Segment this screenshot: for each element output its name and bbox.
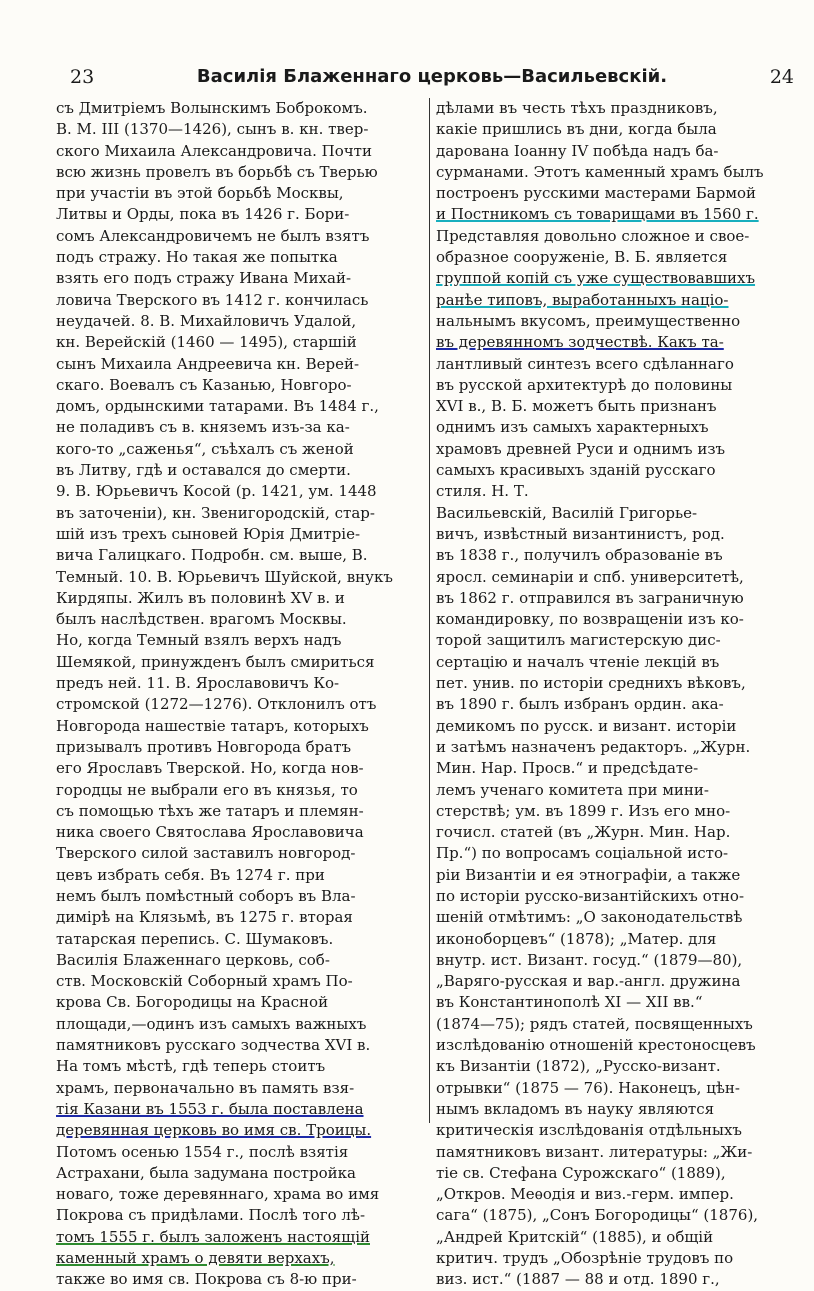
text-line: не поладивъ съ в. княземъ изъ-за ка- (56, 418, 350, 437)
text-line: Покрова съ придѣлами. Послѣ того лѣ- (56, 1206, 366, 1225)
text-line: внутр. ист. Визант. госуд.“ (1879—80), (436, 950, 743, 969)
text-line: домъ, ордынскими татарами. Въ 1484 г., (56, 397, 379, 416)
text-line: взять его подъ стражу Ивана Михай- (56, 269, 352, 288)
text-line: въ 1862 г. отправился въ заграничную (436, 588, 744, 607)
text-line: подъ стражу. Но такая же попытка (56, 248, 338, 267)
text-line: Тверского силой заставилъ новгород- (56, 844, 356, 863)
text-line: 9. В. Юрьевичъ Косой (р. 1421, ум. 1448 (56, 482, 377, 501)
text-line: Шемякой, принужденъ былъ смириться (56, 652, 375, 671)
text-line: нальнымъ вкусомъ, преимущественно (436, 311, 741, 330)
text-line: пет. унив. по исторіи среднихъ вѣковъ, (436, 674, 746, 693)
text-line: площади,—одинъ изъ самыхъ важныхъ (56, 1014, 367, 1033)
text-line: нымъ вкладомъ въ науку являются (436, 1099, 715, 1118)
text-line: цевъ избрать себя. Въ 1274 г. при (56, 865, 325, 884)
text-line: храмъ, первоначально въ память взя- (56, 1078, 355, 1097)
text-line: демикомъ по русск. и визант. исторіи (436, 716, 737, 735)
text-line: въ 1890 г. былъ избранъ ордин. ака- (436, 695, 724, 714)
text-line: призывалъ противъ Новгорода братъ (56, 737, 352, 756)
text-line: однимъ изъ самыхъ характерныхъ (436, 418, 709, 437)
text-line: стиля. Н. Т. (436, 482, 529, 501)
text-line: сага“ (1875), „Сонъ Богородицы“ (1876), (436, 1206, 759, 1225)
text-line: въ Литву, гдѣ и оставался до смерти. (56, 461, 351, 480)
text-line: татарская перепись. С. Шумаковъ. (56, 929, 334, 948)
text-line: къ Византіи (1872), „Русско-визант. (436, 1057, 721, 1076)
text-line: Мин. Нар. Просв.“ и предсѣдате- (436, 759, 699, 778)
text-line: при участіи въ этой борьбѣ Москвы, (56, 184, 344, 203)
text-line: „Андрей Критскій“ (1885), и общій (436, 1227, 714, 1246)
text-line: Темный. 10. В. Юрьевичъ Шуйской, внукъ (56, 567, 393, 586)
text-line: ранѣе типовъ, выработанныхъ націо- (436, 290, 729, 309)
text-line: городцы не выбрали его въ князья, то (56, 780, 358, 799)
text-line: и затѣмъ назначенъ редакторъ. „Журн. (436, 737, 751, 756)
text-line: сомъ Александровичемъ не былъ взятъ (56, 226, 370, 245)
text-line: Потомъ осенью 1554 г., послѣ взятія (56, 1142, 349, 1161)
text-line: ловича Тверского въ 1412 г. кончилась (56, 290, 369, 309)
text-line: отрывки“ (1875 — 76). Наконецъ, цѣн- (436, 1078, 740, 1097)
text-line: и Постникомъ съ товарищами въ 1560 г. (436, 205, 759, 224)
text-line: немъ былъ помѣстный соборъ въ Вла- (56, 886, 356, 905)
text-line: деревянная церковь во имя св. Троицы. (56, 1121, 372, 1140)
text-line: съ Дмитріемъ Волынскимъ Боброкомъ. (56, 99, 368, 117)
text-line: въ заточеніи), кн. Звенигородскій, стар- (56, 503, 375, 522)
text-line: въ 1838 г., получилъ образованіе въ (436, 546, 723, 565)
text-line: предъ ней. 11. В. Ярославовичъ Ко- (56, 674, 340, 693)
text-line: скаго. Воевалъ съ Казанью, Новгоро- (56, 375, 352, 394)
text-line: крова Св. Богородицы на Красной (56, 993, 329, 1012)
text-line: кн. Верейскій (1460 — 1495), старшій (56, 333, 357, 352)
text-line: былъ наслѣдствен. врагомъ Москвы. (56, 610, 347, 629)
text-line: Астрахани, была задумана постройка (56, 1163, 356, 1182)
text-line: Василія Блаженнаго церковь, соб- (56, 950, 330, 969)
text-line: стерствѣ; ум. въ 1899 г. Изъ его мно- (436, 801, 731, 820)
text-line: Представляя довольно сложное и свое- (436, 226, 750, 245)
right-page-number: 24 (769, 66, 794, 88)
text-line: вича Галицкаго. Подробн. см. выше, В. (56, 546, 368, 565)
text-line: сынъ Михаила Андреевича кн. Верей- (56, 354, 360, 373)
text-line: XVI в., В. Б. можетъ быть признанъ (436, 397, 717, 416)
text-line: тія Казани въ 1553 г. была поставлена (56, 1099, 364, 1118)
text-line: иконоборцевъ“ (1878); „Матер. для (436, 929, 717, 948)
text-line: неудачей. 8. В. Михайловичъ Удалой, (56, 311, 357, 330)
text-line: въ Константинополѣ XI — XII вв.“ (436, 993, 703, 1012)
text-line: изслѣдованію отношеній крестоносцевъ (436, 1036, 756, 1055)
text-line: „Варяго-русская и вар.-англ. дружина (436, 972, 741, 991)
text-line: также во имя св. Покрова съ 8-ю при- (56, 1270, 357, 1289)
text-line: Кирдяпы. Жилъ въ половинѣ XV в. и (56, 588, 345, 607)
left-text-column (56, 98, 420, 1291)
text-line: яросл. семинаріи и спб. университетѣ, (436, 567, 744, 586)
text-line: ріи Византіи и ея этнографіи, а также (436, 865, 741, 884)
running-title: Василія Блаженнаго церковь—Васильевскій. (196, 66, 668, 87)
text-line: командировку, по возвращеніи изъ ко- (436, 610, 744, 629)
text-line: новаго, тоже деревяннаго, храма во имя (56, 1185, 380, 1204)
text-line: В. М. III (1370—1426), сынъ в. кн. твер- (56, 120, 369, 139)
text-line: ского Михаила Александровича. Почти (56, 141, 372, 160)
text-line: Новгорода нашествіе татаръ, которыхъ (56, 716, 369, 735)
text-line: лантливый синтезъ всего сдѣланнаго (436, 354, 734, 373)
text-line: сертацію и началъ чтеніе лекцій въ (436, 652, 720, 671)
column-divider (429, 98, 430, 1123)
text-line: ств. Московскій Соборный храмъ По- (56, 972, 353, 991)
right-text-column (436, 98, 800, 1291)
text-line: тіе св. Стефана Сурожскаго“ (1889), (436, 1163, 726, 1182)
text-line: въ русской архитектурѣ до половины (436, 375, 733, 394)
text-line: его Ярославъ Тверской. Но, когда нов- (56, 759, 364, 778)
text-line: храмовъ древней Руси и однимъ изъ (436, 439, 726, 458)
text-line: гочисл. статей (въ „Журн. Мин. Нар. (436, 823, 731, 842)
text-line: лемъ ученаго комитета при мини- (436, 780, 709, 799)
running-header (70, 66, 794, 94)
text-line: каменный храмъ о девяти верхахъ, (56, 1249, 335, 1268)
text-line: всю жизнь провелъ въ борьбѣ съ Тверью (56, 162, 378, 181)
text-line: шій изъ трехъ сыновей Юрія Дмитріе- (56, 524, 361, 543)
text-line: Пр.“) по вопросамъ соціальной исто- (436, 844, 729, 863)
text-line: Литвы и Орды, пока въ 1426 г. Бори- (56, 205, 350, 224)
text-line: ника своего Святослава Ярославовича (56, 823, 364, 842)
text-line: дарована Іоанну IV побѣда надъ ба- (436, 141, 719, 160)
text-line: въ деревянномъ зодчествѣ. Какъ та- (436, 333, 724, 352)
text-line: образное сооруженіе, В. Б. является (436, 248, 728, 267)
text-line: На томъ мѣстѣ, гдѣ теперь стоитъ (56, 1057, 326, 1076)
text-line: дѣлами въ честь тѣхъ праздниковъ, (436, 99, 718, 117)
text-line: по исторіи русско-византійскихъ отно- (436, 886, 745, 905)
text-line: построенъ русскими мастерами Бармой (436, 184, 757, 203)
text-line: „Откров. Меѳодія и виз.-герм. импер. (436, 1185, 734, 1204)
text-line: Васильевскій, Василій Григорье- (436, 503, 698, 522)
text-line: Но, когда Темный взялъ верхъ надъ (56, 631, 342, 650)
text-line: вичъ, извѣстный византинистъ, род. (436, 524, 725, 543)
text-line: виз. ист.“ (1887 — 88 и отд. 1890 г., (436, 1270, 720, 1289)
text-line: критич. трудъ „Обозрѣніе трудовъ по (436, 1249, 734, 1268)
text-line: памятниковъ русскаго зодчества XVI в. (56, 1036, 371, 1055)
text-line: димірѣ на Клязьмѣ, въ 1275 г. вторая (56, 908, 353, 927)
text-line: группой копій съ уже существовавшихъ (436, 269, 756, 288)
text-line: стромской (1272—1276). Отклонилъ отъ (56, 695, 377, 714)
text-line: съ помощью тѣхъ же татаръ и племян- (56, 801, 364, 820)
text-line: сурманами. Этотъ каменный храмъ былъ (436, 162, 764, 181)
text-line: торой защитилъ магистерскую дис- (436, 631, 721, 650)
text-line: томъ 1555 г. былъ заложенъ настоящій (56, 1227, 370, 1246)
text-line: шеній отмѣтимъ: „О законодательствѣ (436, 908, 743, 927)
text-line: самыхъ красивыхъ зданій русскаго (436, 461, 716, 480)
text-line: (1874—75); рядъ статей, посвященныхъ (436, 1014, 753, 1033)
text-line: какіе пришлись въ дни, когда была (436, 120, 717, 139)
text-line: памятниковъ визант. литературы: „Жи- (436, 1142, 753, 1161)
text-line: критическія изслѣдованія отдѣльныхъ (436, 1121, 742, 1140)
text-line: кого-то „саженья“, съѣхалъ съ женой (56, 439, 354, 458)
left-page-number: 23 (70, 66, 95, 88)
